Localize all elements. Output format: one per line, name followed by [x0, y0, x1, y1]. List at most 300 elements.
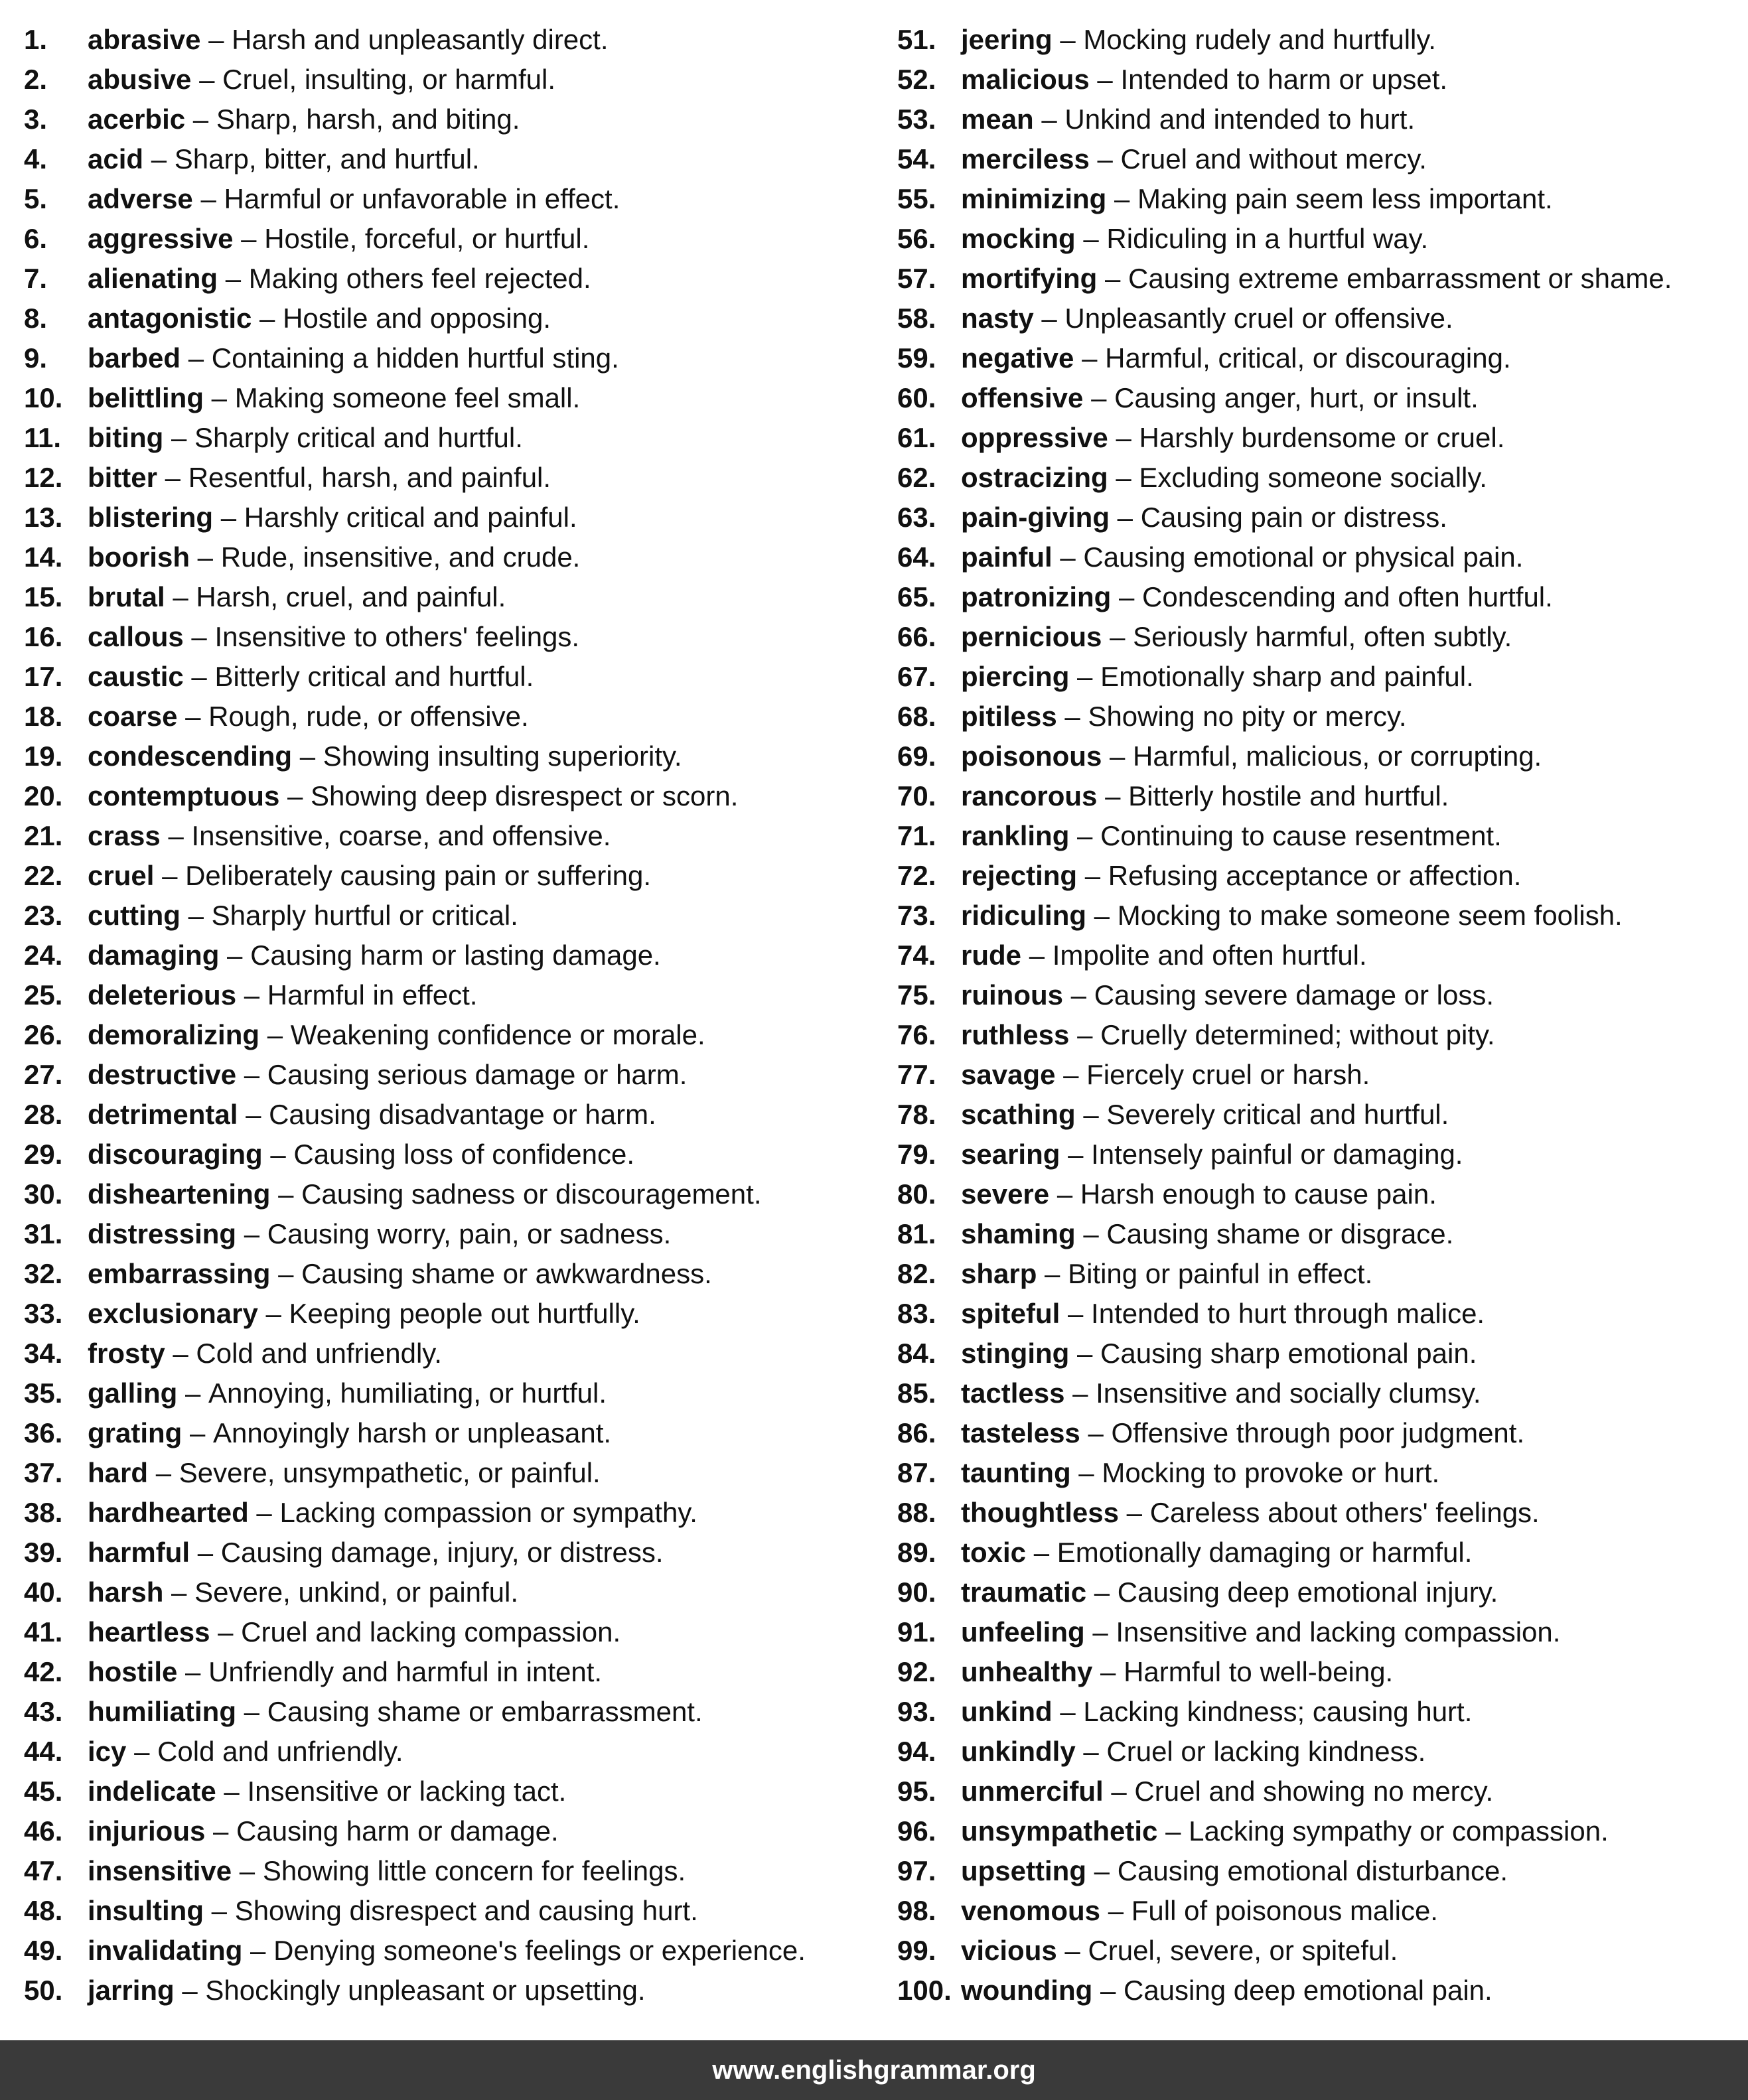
item-word: acid — [88, 143, 144, 175]
item-definition: Causing shame or embarrassment. — [267, 1696, 703, 1727]
item-definition: Causing shame or awkwardness. — [301, 1258, 712, 1289]
item-number: 95. — [897, 1776, 936, 1807]
item-number: 19. — [24, 740, 63, 772]
item-definition: Sharply critical and hurtful. — [194, 422, 523, 453]
item-word: rejecting — [961, 860, 1078, 891]
item-number: 88. — [897, 1497, 936, 1528]
item-separator: – — [1077, 820, 1093, 851]
item-separator: – — [224, 1776, 240, 1807]
list-item — [24, 697, 880, 736]
item-separator: – — [299, 740, 316, 772]
item-definition: Harshly burdensome or cruel. — [1139, 422, 1505, 453]
item-separator: – — [244, 979, 260, 1011]
list-item — [24, 1294, 880, 1334]
item-number: 66. — [897, 621, 936, 652]
list-item — [897, 60, 1740, 100]
item-separator: – — [1114, 183, 1130, 214]
list-item — [24, 259, 880, 299]
item-definition: Insensitive or lacking tact. — [247, 1776, 567, 1807]
item-word: pain-giving — [961, 502, 1110, 533]
item-definition: Harmful in effect. — [267, 979, 478, 1011]
item-separator: – — [200, 183, 216, 214]
item-word: tactless — [961, 1377, 1065, 1409]
item-definition: Lacking kindness; causing hurt. — [1083, 1696, 1473, 1727]
item-definition: Mocking to provoke or hurt. — [1102, 1457, 1440, 1488]
item-definition: Causing sharp emotional pain. — [1100, 1338, 1477, 1369]
item-word: discouraging — [88, 1139, 263, 1170]
item-number: 39. — [24, 1537, 63, 1568]
item-number: 38. — [24, 1497, 63, 1528]
item-word: brutal — [88, 581, 165, 612]
list-item — [24, 1732, 880, 1772]
item-number: 55. — [897, 183, 936, 214]
item-number: 61. — [897, 422, 936, 453]
item-word: abrasive — [88, 24, 201, 55]
item-separator: – — [1060, 24, 1076, 55]
item-separator: – — [278, 1178, 294, 1210]
item-definition: Impolite and often hurtful. — [1052, 940, 1367, 971]
list-item — [897, 736, 1740, 776]
item-word: jeering — [961, 24, 1053, 55]
list-item — [24, 736, 880, 776]
item-word: caustic — [88, 661, 184, 692]
item-definition: Cruel, insulting, or harmful. — [222, 64, 555, 95]
item-number: 10. — [24, 382, 63, 413]
item-number: 48. — [24, 1895, 63, 1926]
item-number: 72. — [897, 860, 936, 891]
item-number: 3. — [24, 104, 48, 135]
item-number: 86. — [897, 1417, 936, 1448]
item-separator: – — [1064, 1935, 1080, 1966]
item-separator: – — [1088, 1417, 1104, 1448]
item-number: 98. — [897, 1895, 936, 1926]
list-item — [24, 1135, 880, 1174]
item-word: patronizing — [961, 581, 1112, 612]
item-word: belittling — [88, 382, 204, 413]
list-item — [897, 1294, 1740, 1334]
item-separator: – — [239, 1855, 255, 1886]
item-definition: Causing disadvantage or harm. — [269, 1099, 656, 1130]
list-item — [24, 657, 880, 697]
item-number: 75. — [897, 979, 936, 1011]
item-separator: – — [1110, 740, 1126, 772]
item-separator: – — [1070, 979, 1087, 1011]
item-word: hostile — [88, 1656, 178, 1687]
list-item — [897, 418, 1740, 458]
item-number: 64. — [897, 541, 936, 573]
item-word: venomous — [961, 1895, 1101, 1926]
item-definition: Insensitive and lacking compassion. — [1116, 1616, 1561, 1647]
item-separator: – — [265, 1298, 281, 1329]
item-number: 71. — [897, 820, 936, 851]
item-separator: – — [1094, 900, 1110, 931]
item-separator: – — [246, 1099, 261, 1130]
item-definition: Causing anger, hurt, or insult. — [1114, 382, 1479, 413]
item-word: shaming — [961, 1218, 1076, 1249]
item-separator: – — [1056, 1178, 1073, 1210]
list-item — [897, 1533, 1740, 1573]
item-number: 24. — [24, 940, 63, 971]
item-definition: Making others feel rejected. — [248, 263, 591, 294]
item-definition: Fiercely cruel or harsh. — [1086, 1059, 1370, 1090]
item-separator: – — [173, 1338, 188, 1369]
list-item — [897, 1254, 1740, 1294]
word-list-right-column — [897, 20, 1740, 2010]
list-item — [897, 458, 1740, 498]
list-item — [24, 179, 880, 219]
list-item — [897, 1692, 1740, 1732]
item-number: 62. — [897, 462, 936, 493]
item-word: cruel — [88, 860, 155, 891]
item-word: jarring — [88, 1975, 175, 2006]
item-separator: – — [287, 780, 303, 811]
item-word: insensitive — [88, 1855, 232, 1886]
item-number: 70. — [897, 780, 936, 811]
item-definition: Lacking compassion or sympathy. — [279, 1497, 697, 1528]
item-word: ostracizing — [961, 462, 1108, 493]
item-word: bitter — [88, 462, 157, 493]
list-item — [897, 1931, 1740, 1971]
item-separator: – — [1077, 661, 1093, 692]
list-item — [897, 1612, 1740, 1652]
item-definition: Causing worry, pain, or sadness. — [267, 1218, 672, 1249]
list-item — [24, 378, 880, 418]
item-number: 17. — [24, 661, 63, 692]
item-number: 47. — [24, 1855, 63, 1886]
item-word: biting — [88, 422, 164, 453]
item-word: poisonous — [961, 740, 1102, 772]
item-word: unsympathetic — [961, 1815, 1158, 1847]
item-number: 22. — [24, 860, 63, 891]
item-definition: Cold and unfriendly. — [196, 1338, 442, 1369]
list-item — [24, 1095, 880, 1135]
item-separator: – — [165, 462, 181, 493]
item-separator: – — [1063, 1059, 1079, 1090]
item-number: 44. — [24, 1736, 63, 1767]
item-word: mortifying — [961, 263, 1098, 294]
item-number: 67. — [897, 661, 936, 692]
item-number: 2. — [24, 64, 48, 95]
item-word: cutting — [88, 900, 181, 931]
item-separator: – — [1100, 1975, 1116, 2006]
item-number: 18. — [24, 701, 63, 732]
item-definition: Showing little concern for feelings. — [262, 1855, 686, 1886]
item-definition: Offensive through poor judgment. — [1111, 1417, 1525, 1448]
list-item — [24, 1692, 880, 1732]
item-number: 15. — [24, 581, 63, 612]
list-item — [897, 1573, 1740, 1612]
item-separator: – — [1097, 143, 1113, 175]
item-separator: – — [197, 541, 214, 573]
item-word: acerbic — [88, 104, 186, 135]
item-number: 54. — [897, 143, 936, 175]
item-word: wounding — [961, 1975, 1093, 2006]
item-number: 84. — [897, 1338, 936, 1369]
list-item — [24, 1015, 880, 1055]
list-item — [24, 139, 880, 179]
item-word: upsetting — [961, 1855, 1086, 1886]
item-separator: – — [1060, 541, 1076, 573]
item-word: heartless — [88, 1616, 210, 1647]
item-definition: Causing severe damage or loss. — [1094, 979, 1494, 1011]
item-number: 49. — [24, 1935, 63, 1966]
item-word: offensive — [961, 382, 1084, 413]
item-definition: Emotionally damaging or harmful. — [1056, 1537, 1473, 1568]
item-definition: Making pain seem less important. — [1137, 183, 1553, 214]
item-number: 81. — [897, 1218, 936, 1249]
list-item — [24, 1493, 880, 1533]
item-word: oppressive — [961, 422, 1108, 453]
item-definition: Cruelly determined; without pity. — [1100, 1019, 1495, 1050]
item-separator: – — [1084, 860, 1101, 891]
item-number: 45. — [24, 1776, 63, 1807]
item-definition: Causing deep emotional pain. — [1123, 1975, 1493, 2006]
item-definition: Seriously harmful, often subtly. — [1133, 621, 1512, 652]
item-word: unmerciful — [961, 1776, 1104, 1807]
item-word: hardhearted — [88, 1497, 249, 1528]
item-separator: – — [211, 382, 228, 413]
item-number: 74. — [897, 940, 936, 971]
list-item — [897, 816, 1740, 856]
item-definition: Showing no pity or mercy. — [1088, 701, 1407, 732]
item-definition: Harmful to well-being. — [1124, 1656, 1394, 1687]
item-definition: Emotionally sharp and painful. — [1100, 661, 1474, 692]
item-definition: Unkind and intended to hurt. — [1064, 104, 1416, 135]
item-separator: – — [171, 1576, 187, 1608]
item-number: 11. — [24, 422, 62, 453]
item-word: rancorous — [961, 780, 1098, 811]
item-definition: Unfriendly and harmful in intent. — [208, 1656, 603, 1687]
item-word: antagonistic — [88, 303, 252, 334]
item-separator: – — [1072, 1377, 1088, 1409]
item-number: 21. — [24, 820, 63, 851]
list-item — [897, 697, 1740, 736]
list-item — [897, 1135, 1740, 1174]
item-separator: – — [182, 1975, 198, 2006]
list-item — [24, 418, 880, 458]
item-number: 12. — [24, 462, 63, 493]
list-item — [24, 1373, 880, 1413]
list-item — [24, 1533, 880, 1573]
item-number: 35. — [24, 1377, 63, 1409]
item-definition: Harmful or unfavorable in effect. — [224, 183, 620, 214]
item-word: traumatic — [961, 1576, 1087, 1608]
item-number: 85. — [897, 1377, 936, 1409]
item-definition: Causing sadness or discouragement. — [301, 1178, 762, 1210]
list-item — [24, 60, 880, 100]
item-definition: Intended to harm or upset. — [1120, 64, 1448, 95]
list-item — [24, 1971, 880, 2010]
word-list-left-column — [24, 20, 880, 2010]
item-separator: – — [244, 1059, 260, 1090]
item-separator: – — [1083, 1099, 1099, 1130]
item-word: embarrassing — [88, 1258, 271, 1289]
item-separator: – — [259, 303, 275, 334]
item-number: 9. — [24, 342, 48, 374]
item-separator: – — [244, 1696, 260, 1727]
item-definition: Showing deep disrespect or scorn. — [311, 780, 739, 811]
item-definition: Weakening confidence or morale. — [290, 1019, 705, 1050]
item-number: 5. — [24, 183, 48, 214]
item-word: aggressive — [88, 223, 234, 254]
item-word: alienating — [88, 263, 218, 294]
item-separator: – — [1077, 1019, 1093, 1050]
item-number: 91. — [897, 1616, 936, 1647]
item-separator: – — [1060, 1696, 1076, 1727]
item-definition: Showing insulting superiority. — [323, 740, 682, 772]
item-word: scathing — [961, 1099, 1076, 1130]
list-item — [24, 1612, 880, 1652]
list-item — [897, 1095, 1740, 1135]
item-number: 50. — [24, 1975, 63, 2006]
list-item — [24, 896, 880, 936]
item-number: 82. — [897, 1258, 936, 1289]
item-definition: Severely critical and hurtful. — [1106, 1099, 1449, 1130]
item-definition: Hostile, forceful, or hurtful. — [264, 223, 590, 254]
item-word: adverse — [88, 183, 193, 214]
item-word: detrimental — [88, 1099, 238, 1130]
item-number: 63. — [897, 502, 936, 533]
item-definition: Sharply hurtful or critical. — [211, 900, 518, 931]
item-separator: – — [250, 1935, 266, 1966]
item-definition: Mocking to make someone seem foolish. — [1117, 900, 1623, 931]
list-item — [24, 1254, 880, 1294]
item-separator: – — [267, 1019, 283, 1050]
item-number: 6. — [24, 223, 48, 254]
item-number: 4. — [24, 143, 48, 175]
item-separator: – — [1108, 1895, 1124, 1926]
item-separator: – — [1068, 1298, 1084, 1329]
item-word: harmful — [88, 1537, 190, 1568]
item-number: 27. — [24, 1059, 63, 1090]
item-word: minimizing — [961, 183, 1107, 214]
list-item — [24, 1652, 880, 1692]
item-number: 73. — [897, 900, 936, 931]
item-number: 97. — [897, 1855, 936, 1886]
item-definition: Resentful, harsh, and painful. — [188, 462, 551, 493]
item-definition: Causing shame or disgrace. — [1106, 1218, 1454, 1249]
list-item — [24, 1055, 880, 1095]
list-item — [24, 1453, 880, 1493]
list-item — [24, 1851, 880, 1891]
item-separator: – — [270, 1139, 286, 1170]
item-word: galling — [88, 1377, 178, 1409]
item-word: rankling — [961, 820, 1070, 851]
list-item — [24, 1174, 880, 1214]
item-separator: – — [191, 661, 207, 692]
item-separator: – — [1165, 1815, 1181, 1847]
item-word: damaging — [88, 940, 220, 971]
item-number: 41. — [24, 1616, 63, 1647]
item-definition: Rude, insensitive, and crude. — [220, 541, 581, 573]
list-item — [897, 1015, 1740, 1055]
item-word: condescending — [88, 740, 293, 772]
item-separator: – — [192, 104, 209, 135]
item-separator: – — [1110, 621, 1126, 652]
item-number: 42. — [24, 1656, 63, 1687]
list-item — [24, 1931, 880, 1971]
item-number: 90. — [897, 1576, 936, 1608]
list-item — [24, 1811, 880, 1851]
item-number: 8. — [24, 303, 48, 334]
list-item — [897, 1174, 1740, 1214]
item-definition: Ridiculing in a hurtful way. — [1106, 223, 1429, 254]
list-item — [897, 1214, 1740, 1254]
item-number: 93. — [897, 1696, 936, 1727]
item-number: 78. — [897, 1099, 936, 1130]
list-item — [897, 219, 1740, 259]
list-item — [24, 1772, 880, 1811]
item-word: pernicious — [961, 621, 1102, 652]
item-separator: – — [1033, 1537, 1050, 1568]
item-word: abusive — [88, 64, 192, 95]
list-item — [897, 20, 1740, 60]
item-definition: Sharp, bitter, and hurtful. — [174, 143, 480, 175]
item-word: severe — [961, 1178, 1050, 1210]
list-item — [897, 1891, 1740, 1931]
item-number: 25. — [24, 979, 63, 1011]
item-separator: – — [1083, 1736, 1099, 1767]
item-separator: – — [1083, 223, 1099, 254]
item-definition: Harmful, critical, or discouraging. — [1105, 342, 1511, 374]
item-number: 20. — [24, 780, 63, 811]
item-number: 32. — [24, 1258, 63, 1289]
list-item — [897, 139, 1740, 179]
item-word: barbed — [88, 342, 181, 374]
item-number: 53. — [897, 104, 936, 135]
item-definition: Causing emotional or physical pain. — [1083, 541, 1524, 573]
list-item — [24, 1891, 880, 1931]
item-word: unfeeling — [961, 1616, 1085, 1647]
item-definition: Intensely painful or damaging. — [1091, 1139, 1463, 1170]
list-item — [897, 617, 1740, 657]
item-separator: – — [191, 621, 207, 652]
item-word: ridiculing — [961, 900, 1086, 931]
list-item — [24, 458, 880, 498]
item-separator: – — [1082, 342, 1098, 374]
item-number: 16. — [24, 621, 63, 652]
item-separator: – — [1029, 940, 1045, 971]
item-word: indelicate — [88, 1776, 216, 1807]
item-word: spiteful — [961, 1298, 1060, 1329]
item-word: exclusionary — [88, 1298, 258, 1329]
item-separator: – — [241, 223, 257, 254]
item-word: unhealthy — [961, 1656, 1093, 1687]
item-separator: – — [190, 1417, 206, 1448]
item-separator: – — [218, 1616, 234, 1647]
item-word: toxic — [961, 1537, 1027, 1568]
item-definition: Condescending and often hurtful. — [1142, 581, 1553, 612]
item-definition: Causing pain or distress. — [1140, 502, 1447, 533]
item-separator: – — [1091, 382, 1107, 413]
item-number: 23. — [24, 900, 63, 931]
item-definition: Unpleasantly cruel or offensive. — [1064, 303, 1453, 334]
item-separator: – — [1041, 104, 1057, 135]
item-number: 33. — [24, 1298, 63, 1329]
list-item — [24, 1334, 880, 1373]
list-item — [24, 776, 880, 816]
item-word: stinging — [961, 1338, 1070, 1369]
item-word: distressing — [88, 1218, 237, 1249]
list-item — [897, 936, 1740, 975]
item-definition: Causing harm or lasting damage. — [250, 940, 661, 971]
item-definition: Rough, rude, or offensive. — [208, 701, 529, 732]
item-number: 36. — [24, 1417, 63, 1448]
item-separator: – — [185, 1656, 201, 1687]
item-number: 51. — [897, 24, 936, 55]
item-separator: – — [1117, 502, 1133, 533]
item-number: 92. — [897, 1656, 936, 1687]
